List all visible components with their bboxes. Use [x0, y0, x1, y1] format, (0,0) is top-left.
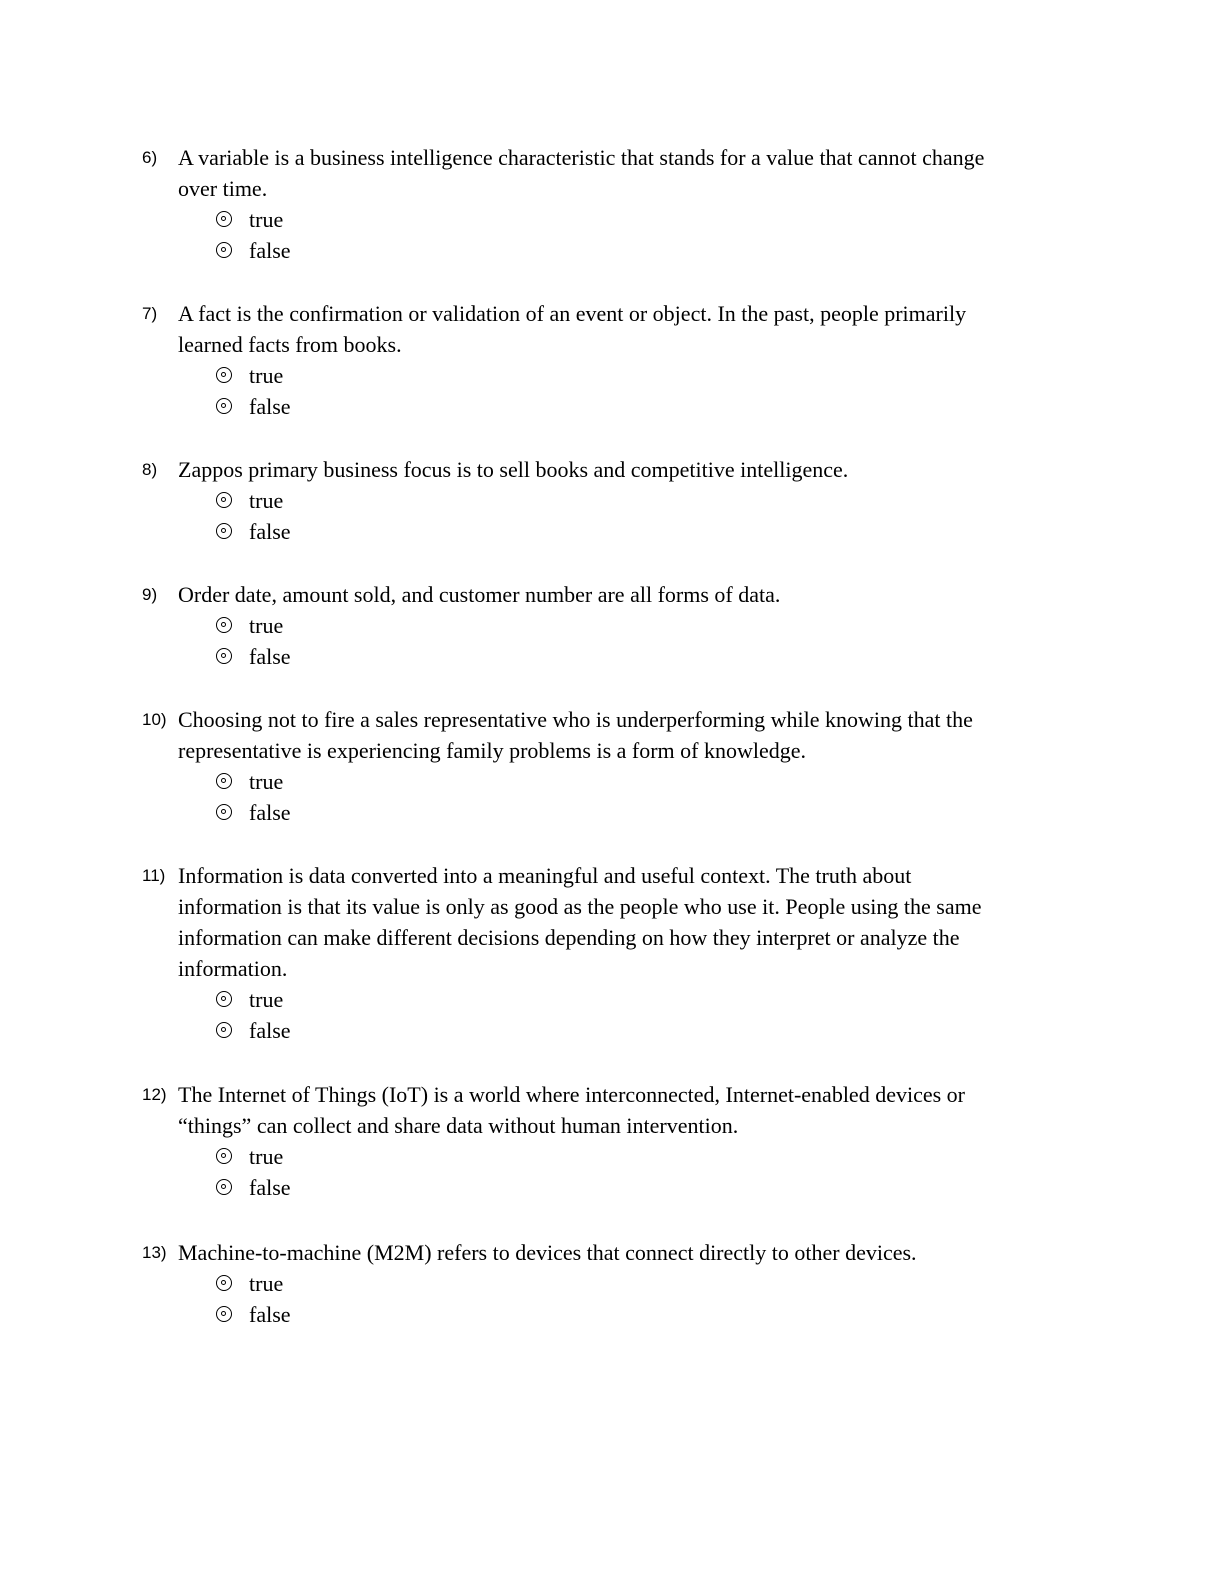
- option-label: true: [249, 207, 284, 232]
- question-text: over time.: [178, 176, 268, 201]
- question-6: [142, 142, 1072, 266]
- question-number: 8): [142, 460, 158, 479]
- question-11: [142, 860, 1072, 1046]
- radio-button-icon[interactable]: [216, 1179, 232, 1195]
- option-true[interactable]: [142, 984, 1072, 1015]
- question-number: 7): [142, 304, 158, 323]
- option-true[interactable]: [142, 1268, 1072, 1299]
- question-number: 11): [142, 866, 166, 885]
- option-label: false: [249, 1018, 291, 1043]
- radio-button-icon[interactable]: [216, 1148, 232, 1164]
- question-number: 10): [142, 710, 167, 729]
- option-label: false: [249, 1302, 291, 1327]
- radio-button-icon[interactable]: [216, 242, 232, 258]
- question-text: learned facts from books.: [178, 332, 402, 357]
- option-true[interactable]: [142, 360, 1072, 391]
- radio-button-icon[interactable]: [216, 1275, 232, 1291]
- radio-button-icon[interactable]: [216, 804, 232, 820]
- option-label: false: [249, 800, 291, 825]
- option-label: true: [249, 769, 284, 794]
- option-label: false: [249, 238, 291, 263]
- question-12: [142, 1079, 1072, 1203]
- question-text: information.: [178, 956, 288, 981]
- option-label: true: [249, 987, 284, 1012]
- option-label: false: [249, 519, 291, 544]
- option-label: false: [249, 644, 291, 669]
- radio-button-icon[interactable]: [216, 492, 232, 508]
- option-true[interactable]: [142, 485, 1072, 516]
- question-text: A fact is the confirmation or validation of an event or object. In the past, people primarily: [178, 301, 967, 326]
- radio-button-icon[interactable]: [216, 617, 232, 633]
- radio-button-icon[interactable]: [216, 773, 232, 789]
- option-false[interactable]: [142, 1015, 1072, 1046]
- option-false[interactable]: [142, 797, 1072, 828]
- option-label: true: [249, 1271, 284, 1296]
- option-true[interactable]: [142, 610, 1072, 641]
- question-7: [142, 298, 1072, 422]
- question-text: Choosing not to fire a sales representative who is underperforming while knowing that the: [178, 707, 973, 732]
- option-label: true: [249, 488, 284, 513]
- option-false[interactable]: [142, 391, 1072, 422]
- radio-button-icon[interactable]: [216, 1022, 232, 1038]
- radio-button-icon[interactable]: [216, 211, 232, 227]
- option-false[interactable]: [142, 641, 1072, 672]
- option-false[interactable]: [142, 235, 1072, 266]
- question-text: Zappos primary business focus is to sell books and competitive intelligence.: [178, 457, 849, 482]
- question-13: [142, 1237, 1072, 1330]
- option-label: false: [249, 394, 291, 419]
- question-text: representative is experiencing family problems is a form of knowledge.: [178, 738, 807, 763]
- question-text: “things” can collect and share data without human intervention.: [178, 1113, 739, 1138]
- option-true[interactable]: [142, 766, 1072, 797]
- radio-button-icon[interactable]: [216, 367, 232, 383]
- option-label: true: [249, 1144, 284, 1169]
- radio-button-icon[interactable]: [216, 1306, 232, 1322]
- question-text: Machine-to-machine (M2M) refers to devices that connect directly to other devices.: [178, 1240, 917, 1265]
- option-true[interactable]: [142, 204, 1072, 235]
- radio-button-icon[interactable]: [216, 523, 232, 539]
- question-number: 12): [142, 1085, 167, 1104]
- question-text: A variable is a business intelligence characteristic that stands for a value that cannot change: [178, 145, 985, 170]
- option-true[interactable]: [142, 1141, 1072, 1172]
- question-text: information can make different decisions depending on how they interpret or analyze the: [178, 925, 960, 950]
- question-8: [142, 454, 1072, 547]
- option-label: true: [249, 363, 284, 388]
- radio-button-icon[interactable]: [216, 648, 232, 664]
- option-false[interactable]: [142, 1299, 1072, 1330]
- radio-button-icon[interactable]: [216, 398, 232, 414]
- question-number: 6): [142, 148, 158, 167]
- question-text: The Internet of Things (IoT) is a world where interconnected, Internet-enabled devices or: [178, 1082, 965, 1107]
- question-text: Order date, amount sold, and customer number are all forms of data.: [178, 582, 781, 607]
- question-text: information is that its value is only as good as the people who use it. People using the same: [178, 894, 982, 919]
- radio-button-icon[interactable]: [216, 991, 232, 1007]
- question-9: [142, 579, 1072, 672]
- option-label: true: [249, 613, 284, 638]
- question-text: Information is data converted into a meaningful and useful context. The truth about: [178, 863, 912, 888]
- question-number: 13): [142, 1243, 167, 1262]
- option-false[interactable]: [142, 516, 1072, 547]
- question-10: [142, 704, 1072, 828]
- option-label: false: [249, 1175, 291, 1200]
- question-number: 9): [142, 585, 158, 604]
- option-false[interactable]: [142, 1172, 1072, 1203]
